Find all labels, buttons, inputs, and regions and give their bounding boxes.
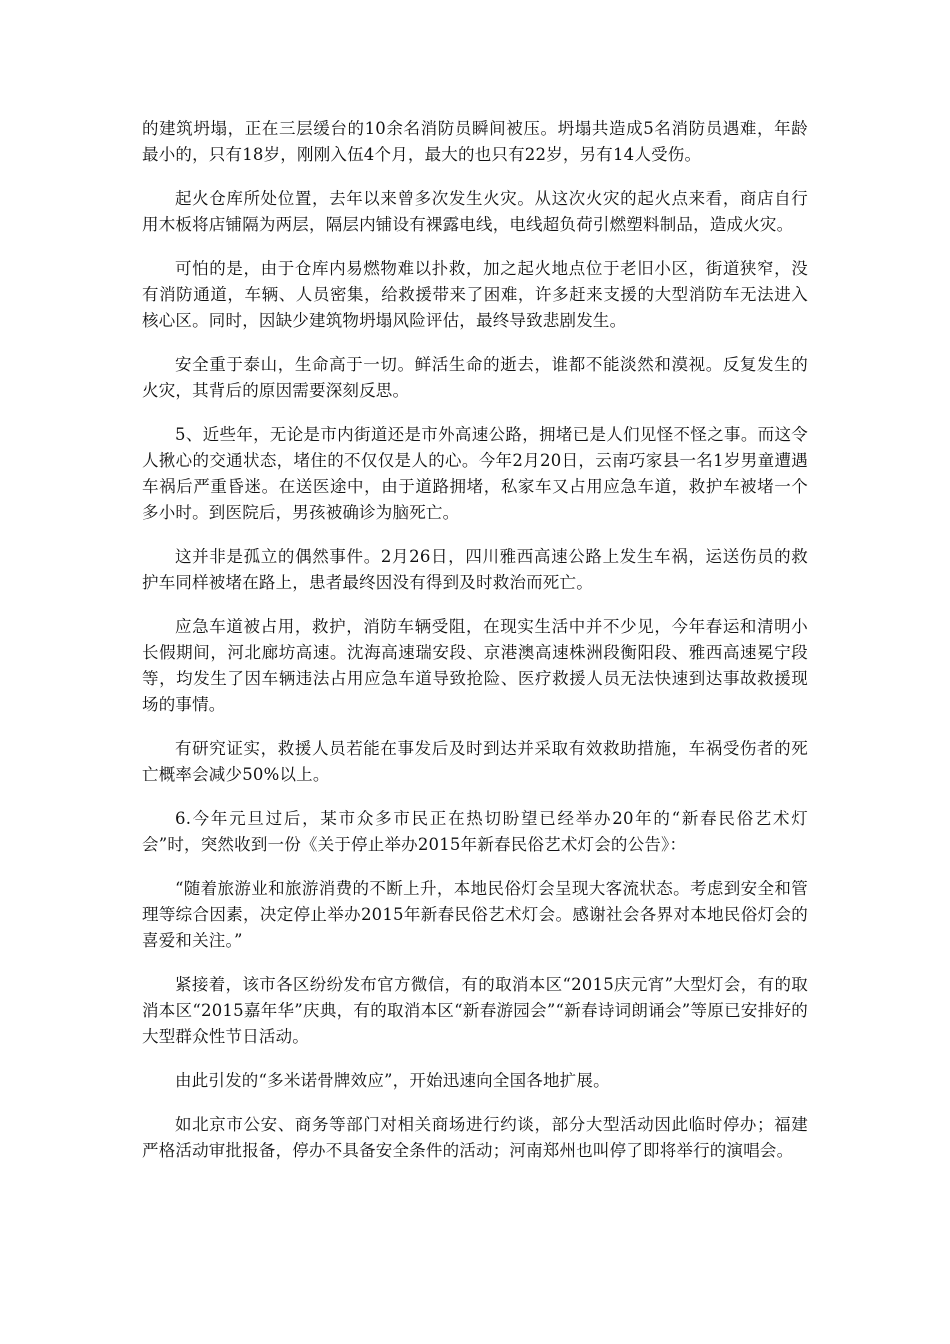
paragraph-fire-cause: 起火仓库所处位置，去年以来曾多次发生火灾。从这次火灾的起火点来看，商店自行用木板将店铺隔为两层，隔层内铺设有裸露电线，电线超负荷引燃塑料制品，造成火灾。 — [142, 189, 808, 234]
document-body — [142, 116, 808, 1182]
paragraph-announcement-quote: “随着旅游业和旅游消费的不断上升，本地民俗灯会呈现大客流状态。考虑到安全和管理等综合因素，决定停止举办2015年新春民俗艺术灯会。感谢社会各界对本地民俗灯会的喜爱和关注。” — [142, 879, 808, 950]
paragraph-safety-reflection: 安全重于泰山，生命高于一切。鲜活生命的逝去，谁都不能淡然和漠视。反复发生的火灾，其背后的原因需要深刻反思。 — [142, 355, 808, 400]
paragraph-sichuan-accident: 这并非是孤立的偶然事件。2月26日，四川雅西高速公路上发生车祸，运送伤员的救护车同样被堵在路上，患者最终因没有得到及时救治而死亡。 — [142, 547, 808, 592]
paragraph-building-collapse: 的建筑坍塌，正在三层缓台的10余名消防员瞬间被压。坍塌共造成5名消防员遇难，年龄最小的，只有18岁，刚刚入伍4个月，最大的也只有22岁，另有14人受伤。 — [142, 119, 808, 164]
paragraph-item-6-lantern-festival: 6.今年元旦过后，某市众多市民正在热切盼望已经举办20年的“新春民俗艺术灯会”时，突然收到一份《关于停止举办2015年新春民俗艺术灯会的公告》： — [142, 809, 808, 854]
paragraph-district-cancellations: 紧接着，该市各区纷纷发布官方微信，有的取消本区“2015庆元宵”大型灯会，有的取消本区“2015嘉年华”庆典，有的取消本区“新春游园会”“新春诗词朗诵会”等原已安排好的大型群众性节日活动。 — [142, 975, 808, 1046]
paragraph-research-finding: 有研究证实，救援人员若能在事发后及时到达并采取有效救助措施，车祸受伤者的死亡概率会减少50%以上。 — [142, 739, 808, 784]
paragraph-item-5-traffic: 5、近些年，无论是市内街道还是市外高速公路，拥堵已是人们见怪不怪之事。而这令人揪心的交通状态，堵住的不仅仅是人的心。今年2月20日，云南巧家县一名1岁男童遭遇车祸后严重昏迷。在送医途中，由于道路拥堵，私家车又占用应急车道，救护车被堵一个多小时。到医院后，男孩被确诊为脑死亡。 — [142, 425, 808, 522]
paragraph-nationwide-examples: 如北京市公安、商务等部门对相关商场进行约谈，部分大型活动因此临时停办；福建严格活动审批报备，停办不具备安全条件的活动；河南郑州也叫停了即将举行的演唱会。 — [142, 1115, 808, 1160]
paragraph-emergency-lane: 应急车道被占用，救护，消防车辆受阻，在现实生活中并不少见，今年春运和清明小长假期间，河北廊坊高速。沈海高速瑞安段、京港澳高速株洲段衡阳段、雅西高速冕宁段等，均发生了因车辆违法占用应急车道导致抢险、医疗救援人员无法快速到达事故救援现场的事情。 — [142, 617, 808, 714]
paragraph-rescue-difficulty: 可怕的是，由于仓库内易燃物难以扑救，加之起火地点位于老旧小区，街道狭窄，没有消防通道，车辆、人员密集，给救援带来了困难，许多赶来支援的大型消防车无法进入核心区。同时，因缺少建筑物坍塌风险评估，最终导致悲剧发生。 — [142, 259, 808, 330]
paragraph-domino-effect: 由此引发的“多米诺骨牌效应”，开始迅速向全国各地扩展。 — [175, 1071, 610, 1090]
